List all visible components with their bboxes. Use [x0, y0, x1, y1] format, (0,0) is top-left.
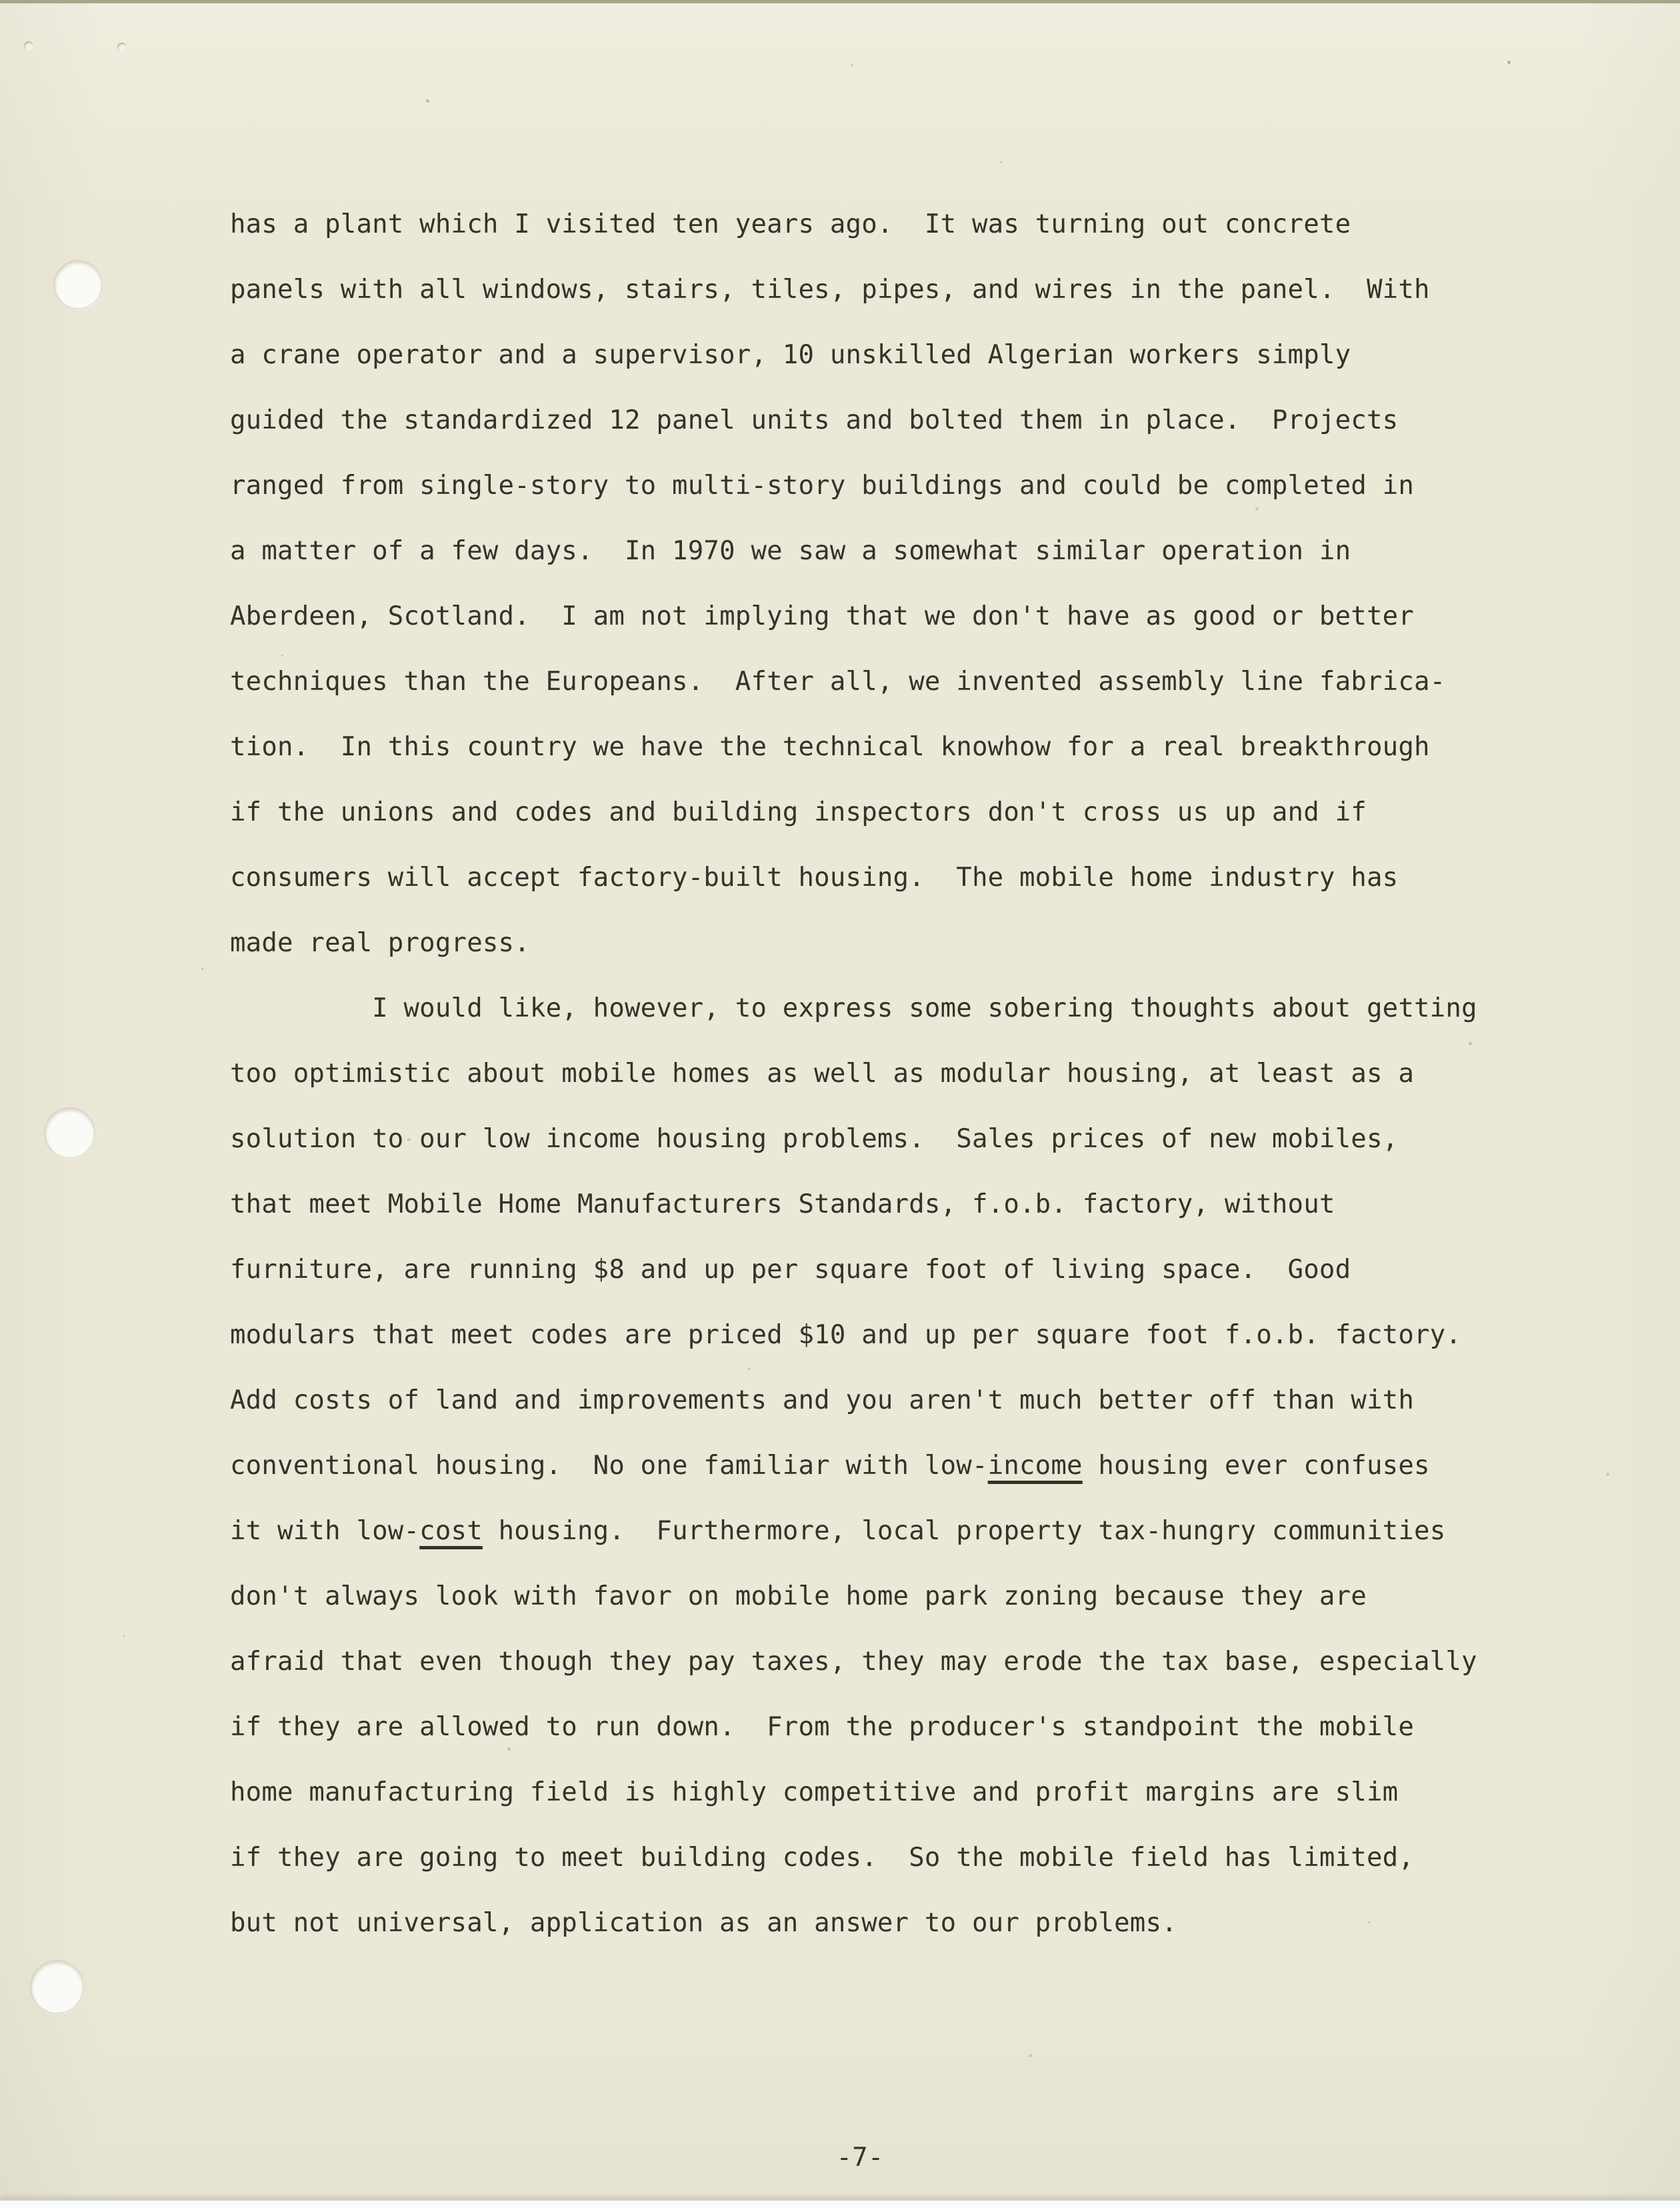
text-segment: don't always look with favor on mobile home park zoning because they are — [230, 1581, 1367, 1611]
pin-hole — [117, 43, 127, 52]
text-line — [230, 1825, 1600, 1891]
text-segment: tion. In this country we have the technical knowhow for a real breakthrough — [230, 732, 1430, 762]
paper-specks — [0, 0, 2, 2]
text-line — [230, 257, 1600, 323]
underlined-word: cost — [419, 1516, 483, 1546]
text-segment: that meet Mobile Home Manufacturers Standards, f.o.b. factory, without — [230, 1189, 1335, 1219]
text-line — [230, 1303, 1600, 1368]
text-segment: panels with all windows, stairs, tiles, pipes, and wires in the panel. With — [230, 275, 1430, 305]
text-line — [230, 1564, 1600, 1629]
text-line — [230, 1041, 1600, 1107]
text-line — [230, 976, 1600, 1041]
text-segment: it with low- — [230, 1516, 420, 1546]
text-segment: a matter of a few days. In 1970 we saw a somewhat similar operation in — [230, 536, 1351, 566]
punch-hole — [55, 261, 101, 308]
text-segment: consumers will accept factory-built housing. The mobile home industry has — [230, 863, 1399, 893]
text-segment: too optimistic about mobile homes as well as modular housing, at least as a — [230, 1059, 1414, 1089]
text-segment: ranged from single-story to multi-story buildings and could be completed in — [230, 471, 1414, 501]
page-number: -7- — [836, 2143, 884, 2173]
text-line — [230, 780, 1600, 845]
text-line — [230, 715, 1600, 780]
scan-top-edge — [0, 0, 1680, 3]
text-segment: Add costs of land and improvements and you aren't much better off than with — [230, 1385, 1414, 1415]
text-segment: has a plant which I visited ten years ago. It was turning out concrete — [230, 209, 1351, 239]
text-line — [230, 584, 1600, 649]
text-segment: solution to our low income housing problems. Sales prices of new mobiles, — [230, 1124, 1399, 1154]
text-line — [230, 1695, 1600, 1760]
text-line — [230, 323, 1600, 388]
text-line — [230, 1629, 1600, 1695]
text-line — [230, 649, 1600, 715]
text-segment: modulars that meet codes are priced $10 and up per square foot f.o.b. factory. — [230, 1320, 1462, 1350]
text-segment: guided the standardized 12 panel units and bolted them in place. Projects — [230, 405, 1399, 435]
pin-hole — [24, 41, 33, 51]
scan-bottom-edge — [0, 2199, 1680, 2208]
text-line — [230, 519, 1600, 584]
text-segment: afraid that even though they pay taxes, they may erode the tax base, especially — [230, 1647, 1477, 1677]
text-segment: housing. Furthermore, local property tax-hungry communities — [482, 1516, 1446, 1546]
text-line — [230, 453, 1600, 519]
text-segment: if they are going to meet building codes. So the mobile field has limited, — [230, 1843, 1414, 1873]
text-line — [230, 1237, 1600, 1303]
text-line — [230, 388, 1600, 453]
text-line — [230, 1368, 1600, 1433]
text-line — [230, 1172, 1600, 1237]
text-line — [230, 1891, 1600, 1956]
text-segment: housing ever confuses — [1082, 1451, 1430, 1481]
underlined-word: income — [987, 1451, 1083, 1481]
text-line — [230, 845, 1600, 911]
punch-hole — [31, 1961, 83, 2013]
document-text — [230, 192, 1600, 1956]
text-segment: I would like, however, to express some sobering thoughts about getting — [230, 993, 1477, 1023]
text-segment: furniture, are running $8 and up per square foot of living space. Good — [230, 1255, 1351, 1285]
text-segment: Aberdeen, Scotland. I am not implying that we don't have as good or better — [230, 601, 1414, 631]
text-segment: conventional housing. No one familiar with low- — [230, 1451, 988, 1481]
text-line — [230, 1760, 1600, 1825]
text-segment: but not universal, application as an answer to our problems. — [230, 1908, 1177, 1938]
text-segment: home manufacturing field is highly competitive and profit margins are slim — [230, 1777, 1399, 1807]
text-segment: if the unions and codes and building inspectors don't cross us up and if — [230, 797, 1367, 827]
text-line — [230, 1107, 1600, 1172]
text-line — [230, 911, 1600, 976]
punch-hole — [45, 1109, 94, 1157]
text-segment: techniques than the Europeans. After all, we invented assembly line fabrica- — [230, 667, 1446, 697]
text-line — [230, 192, 1600, 257]
text-segment: if they are allowed to run down. From the producer's standpoint the mobile — [230, 1712, 1414, 1742]
text-segment: a crane operator and a supervisor, 10 unskilled Algerian workers simply — [230, 340, 1351, 370]
text-segment: made real progress. — [230, 928, 530, 958]
text-line — [230, 1433, 1600, 1499]
text-line — [230, 1499, 1600, 1564]
